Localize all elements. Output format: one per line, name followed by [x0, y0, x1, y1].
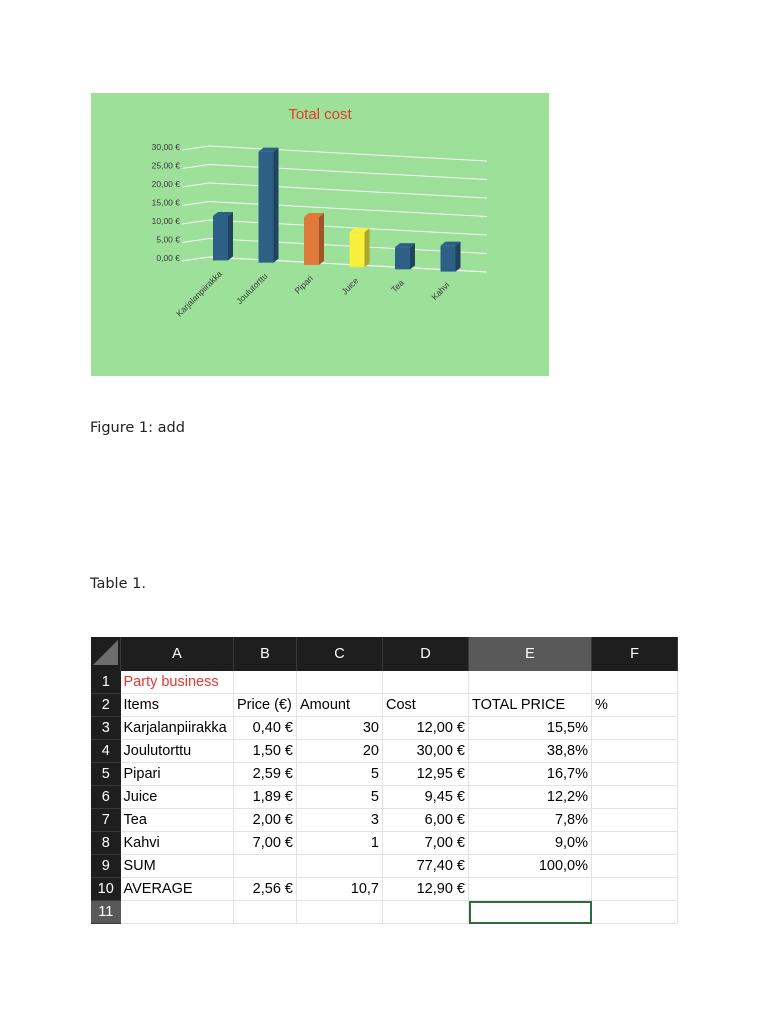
cell-f7[interactable] — [592, 809, 678, 832]
bar-juice — [350, 232, 365, 267]
corner-triangle-icon — [91, 637, 120, 667]
row-header-1[interactable]: 1 — [91, 671, 121, 694]
table-row — [91, 763, 678, 786]
bar-pipari — [304, 217, 319, 265]
column-header-b[interactable]: B — [234, 637, 297, 671]
cell-d6[interactable]: 9,45 € — [383, 786, 469, 809]
row-header-6[interactable]: 6 — [91, 786, 121, 809]
table-row — [91, 878, 678, 901]
bar-chart — [91, 93, 549, 376]
cell-f3[interactable] — [592, 717, 678, 740]
x-tick-label: Juice — [339, 275, 361, 297]
column-header-a[interactable]: A — [121, 637, 234, 671]
table-row — [91, 694, 678, 717]
cell-f10[interactable] — [592, 878, 678, 901]
cell-e4[interactable]: 38,8% — [469, 740, 592, 763]
bar-side — [274, 148, 279, 263]
cell-b11[interactable] — [234, 901, 297, 924]
column-header-e[interactable]: E — [469, 637, 592, 671]
cell-f1[interactable] — [592, 671, 678, 694]
table-row — [91, 832, 678, 855]
cell-a10[interactable]: AVERAGE — [121, 878, 234, 901]
cell-d9[interactable]: 77,40 € — [383, 855, 469, 878]
bar-kahvi — [441, 246, 456, 272]
cell-e7[interactable]: 7,8% — [469, 809, 592, 832]
bar-side — [319, 213, 324, 265]
row-header-2[interactable]: 2 — [91, 694, 121, 717]
cell-e5[interactable]: 16,7% — [469, 763, 592, 786]
cell-a8[interactable]: Kahvi — [121, 832, 234, 855]
cell-b9[interactable] — [234, 855, 297, 878]
cell-b7[interactable]: 2,00 € — [234, 809, 297, 832]
y-tick-label: 20,00 € — [151, 179, 180, 189]
cell-b4[interactable]: 1,50 € — [234, 740, 297, 763]
table-row — [91, 671, 678, 694]
table-row — [91, 786, 678, 809]
cell-e2[interactable]: TOTAL PRICE — [469, 694, 592, 717]
column-header-c[interactable]: C — [297, 637, 383, 671]
bar-side — [410, 243, 415, 269]
cell-c9[interactable] — [297, 855, 383, 878]
cell-d7[interactable]: 6,00 € — [383, 809, 469, 832]
cell-f6[interactable] — [592, 786, 678, 809]
cell-d4[interactable]: 30,00 € — [383, 740, 469, 763]
cell-c3[interactable]: 30 — [297, 717, 383, 740]
column-header-d[interactable]: D — [383, 637, 469, 671]
y-tick-label: 10,00 € — [151, 216, 180, 226]
x-tick-label: Karjalanpiirakka — [174, 268, 224, 319]
cell-a5[interactable]: Pipari — [121, 763, 234, 786]
table-row — [91, 809, 678, 832]
cell-d10[interactable]: 12,90 € — [383, 878, 469, 901]
cell-e11[interactable] — [469, 901, 592, 924]
cell-d5[interactable]: 12,95 € — [383, 763, 469, 786]
row-header-5[interactable]: 5 — [91, 763, 121, 786]
cell-a9[interactable]: SUM — [121, 855, 234, 878]
cell-f4[interactable] — [592, 740, 678, 763]
bar-joulutorttu — [259, 152, 274, 263]
table-row — [91, 740, 678, 763]
column-header-row — [91, 637, 678, 671]
cell-c10[interactable]: 10,7 — [297, 878, 383, 901]
cell-c4[interactable]: 20 — [297, 740, 383, 763]
cell-b8[interactable]: 7,00 € — [234, 832, 297, 855]
row-header-9[interactable]: 9 — [91, 855, 121, 878]
cell-b6[interactable]: 1,89 € — [234, 786, 297, 809]
cell-f5[interactable] — [592, 763, 678, 786]
cell-a2[interactable]: Items — [121, 694, 234, 717]
spreadsheet-table — [91, 637, 678, 924]
cell-e9[interactable]: 100,0% — [469, 855, 592, 878]
cell-e6[interactable]: 12,2% — [469, 786, 592, 809]
cell-a11[interactable] — [121, 901, 234, 924]
row-header-8[interactable]: 8 — [91, 832, 121, 855]
cell-b5[interactable]: 2,59 € — [234, 763, 297, 786]
cell-b3[interactable]: 0,40 € — [234, 717, 297, 740]
select-all-corner[interactable] — [91, 637, 121, 671]
bar-karjalanpiirakka — [213, 216, 228, 260]
chart-area — [91, 93, 549, 376]
x-tick-label: Kahvi — [429, 279, 452, 303]
cell-f9[interactable] — [592, 855, 678, 878]
y-tick-label: 25,00 € — [151, 160, 180, 171]
cell-d1[interactable] — [383, 671, 469, 694]
cell-e3[interactable]: 15,5% — [469, 717, 592, 740]
bar-side — [456, 242, 461, 272]
table-row — [91, 855, 678, 878]
cell-a1[interactable]: Party business — [121, 671, 234, 694]
cell-d11[interactable] — [383, 901, 469, 924]
row-header-4[interactable]: 4 — [91, 740, 121, 763]
table-caption: Table 1. — [90, 576, 146, 592]
cell-c8[interactable]: 1 — [297, 832, 383, 855]
cell-c6[interactable]: 5 — [297, 786, 383, 809]
bar-tea — [395, 247, 410, 269]
table-row — [91, 901, 678, 924]
cell-e8[interactable]: 9,0% — [469, 832, 592, 855]
x-tick-label: Pipari — [292, 273, 315, 296]
x-tick-label: Joulutorttu — [234, 270, 270, 307]
cell-a4[interactable]: Joulutorttu — [121, 740, 234, 763]
row-header-3[interactable]: 3 — [91, 717, 121, 740]
cell-a6[interactable]: Juice — [121, 786, 234, 809]
cell-b10[interactable]: 2,56 € — [234, 878, 297, 901]
cell-f2[interactable]: % — [592, 694, 678, 717]
cell-c7[interactable]: 3 — [297, 809, 383, 832]
figure-caption: Figure 1: add — [90, 420, 185, 436]
x-tick-label: Tea — [389, 277, 406, 295]
gridline — [182, 165, 487, 180]
cell-c2[interactable]: Amount — [297, 694, 383, 717]
cell-f8[interactable] — [592, 832, 678, 855]
cell-d3[interactable]: 12,00 € — [383, 717, 469, 740]
y-tick-label: 5,00 € — [156, 234, 180, 245]
cell-a3[interactable]: Karjalanpiirakka — [121, 717, 234, 740]
cell-d2[interactable]: Cost — [383, 694, 469, 717]
chart-title: Total cost — [288, 106, 352, 123]
cell-b2[interactable]: Price (€) — [234, 694, 297, 717]
gridline — [182, 183, 487, 198]
cell-c11[interactable] — [297, 901, 383, 924]
cell-e10[interactable] — [469, 878, 592, 901]
column-header-f[interactable]: F — [592, 637, 678, 671]
y-tick-label: 15,00 € — [151, 197, 180, 208]
bar-side — [365, 228, 370, 267]
row-header-10[interactable]: 10 — [91, 878, 121, 901]
cell-f11[interactable] — [592, 901, 678, 924]
y-tick-label: 30,00 € — [151, 142, 180, 152]
cell-c5[interactable]: 5 — [297, 763, 383, 786]
cell-e1[interactable] — [469, 671, 592, 694]
table-row — [91, 717, 678, 740]
gridline — [182, 146, 487, 161]
row-header-7[interactable]: 7 — [91, 809, 121, 832]
row-header-11[interactable]: 11 — [91, 901, 121, 924]
cell-b1[interactable] — [234, 671, 297, 694]
bar-side — [228, 212, 233, 260]
cell-d8[interactable]: 7,00 € — [383, 832, 469, 855]
cell-c1[interactable] — [297, 671, 383, 694]
cell-a7[interactable]: Tea — [121, 809, 234, 832]
y-tick-label: 0,00 € — [156, 253, 180, 263]
